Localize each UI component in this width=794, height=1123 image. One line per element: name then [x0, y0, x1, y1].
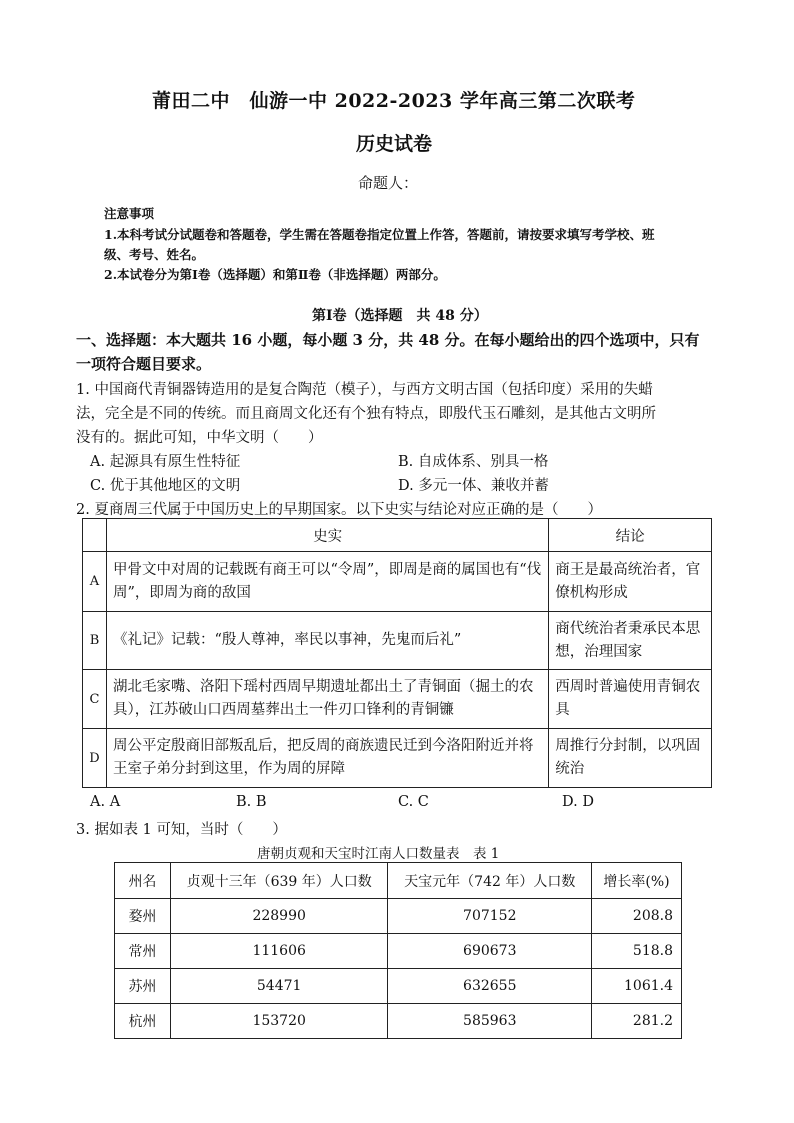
cell-pop-742: 585963 [388, 1004, 592, 1039]
row-letter: B [83, 612, 107, 670]
part1-title: 第Ⅰ卷（选择题 共 48 分） [312, 308, 488, 324]
row-letter: A [83, 552, 107, 612]
row-letter: D [83, 729, 107, 788]
q2-stem: 2. 夏商周三代属于中国历史上的早期国家。以下史实与结论对应正确的是（ ） [76, 502, 602, 518]
q1-option-a: A. 起源具有原生性特征 [90, 454, 241, 470]
row-fact: 甲骨文中对周的记载既有商王可以“令周”，即周是商的属国也有“伐周”，即周为商的敌国 [106, 552, 548, 612]
notice-heading: 注意事项 [104, 206, 155, 221]
q3-header-639: 贞观十三年（639 年）人口数 [170, 863, 388, 899]
q2-option-c: C. C [398, 794, 429, 810]
part1-instruction-a: 一、选择题：本大题共 16 小题，每小题 3 分，共 48 分。在每小题给出的四个选项中，只有 [76, 331, 700, 349]
q2-header-conclusion: 结论 [549, 519, 712, 552]
q3-header-growth: 增长率(%) [592, 863, 682, 899]
q2-option-a: A. A [90, 794, 121, 810]
cell-prefecture: 婺州 [115, 899, 171, 934]
q3-table [114, 862, 682, 1039]
cell-growth: 1061.4 [592, 969, 682, 1004]
q2-header-blank [83, 519, 107, 552]
row-conclusion: 商代统治者秉承民本思想，治理国家 [549, 612, 712, 670]
exam-title: 莆田二中 仙游一中 2022-2023 学年高三第二次联考 [152, 90, 636, 112]
q3-header-prefecture: 州名 [115, 863, 171, 899]
cell-pop-742: 690673 [388, 934, 592, 969]
table-row [83, 552, 712, 612]
row-fact: 周公平定殷商旧部叛乱后，把反周的商族遗民迁到今洛阳附近并将王室子弟分封到这里，作为周的屏障 [106, 729, 548, 788]
q2-header-row [83, 519, 712, 552]
q3-stem: 3. 据如表 1 可知，当时（ ） [76, 822, 287, 838]
q3-header-742: 天宝元年（742 年）人口数 [388, 863, 592, 899]
cell-prefecture: 苏州 [115, 969, 171, 1004]
q2-header-fact: 史实 [106, 519, 548, 552]
cell-pop-742: 632655 [388, 969, 592, 1004]
cell-prefecture: 杭州 [115, 1004, 171, 1039]
cell-growth: 208.8 [592, 899, 682, 934]
cell-prefecture: 常州 [115, 934, 171, 969]
q1-option-c: C. 优于其他地区的文明 [90, 478, 241, 494]
q3-table-caption: 唐朝贞观和天宝时江南人口数量表 表 1 [257, 846, 500, 862]
cell-pop-639: 228990 [170, 899, 388, 934]
q1-stem-line-3: 没有的。据此可知，中华文明（ ） [76, 430, 323, 446]
table-row [83, 670, 712, 729]
row-conclusion: 西周时普遍使用青铜农具 [549, 670, 712, 729]
q2-table [82, 518, 712, 788]
part1-instruction-b: 一项符合题目要求。 [76, 355, 212, 373]
q1-stem-line-1: 1. 中国商代青铜器铸造用的是复合陶范（模子），与西方文明古国（包括印度）采用的失蜡 [76, 382, 653, 398]
subject-title: 历史试卷 [356, 133, 433, 155]
table-row [115, 969, 682, 1004]
notice-line-1b: 级、考号、姓名。 [104, 247, 205, 262]
cell-pop-639: 153720 [170, 1004, 388, 1039]
cell-growth: 281.2 [592, 1004, 682, 1039]
q2-option-b: B. B [236, 794, 267, 810]
table-row [115, 899, 682, 934]
q1-option-b: B. 自成体系、别具一格 [398, 454, 549, 470]
row-fact: 湖北毛家嘴、洛阳下瑶村西周早期遗址都出土了青铜面（掘土的农具），江苏破山口西周墓葬出土一件刃口锋利的青铜镰 [106, 670, 548, 729]
author-label: 命题人： [358, 174, 419, 192]
cell-pop-639: 111606 [170, 934, 388, 969]
cell-pop-639: 54471 [170, 969, 388, 1004]
q1-stem-line-2: 法，完全是不同的传统。而且商周文化还有个独有特点，即殷代玉石雕刻，是其他古文明所 [76, 406, 656, 422]
table-row [115, 934, 682, 969]
table-row [83, 612, 712, 670]
notice-line-1a: 1.本科考试分试题卷和答题卷，学生需在答题卷指定位置上作答，答题前，请按要求填写考学校、班 [104, 227, 655, 242]
row-conclusion: 周推行分封制，以巩固统治 [549, 729, 712, 788]
row-conclusion: 商王是最高统治者，官僚机构形成 [549, 552, 712, 612]
notice-line-2: 2.本试卷分为第Ⅰ卷（选择题）和第Ⅱ卷（非选择题）两部分。 [104, 267, 446, 282]
q3-header-row [115, 863, 682, 899]
cell-pop-742: 707152 [388, 899, 592, 934]
q2-option-d: D. D [562, 794, 594, 810]
table-row [83, 729, 712, 788]
row-letter: C [83, 670, 107, 729]
table-row [115, 1004, 682, 1039]
row-fact: 《礼记》记载：“殷人尊神，率民以事神，先鬼而后礼” [106, 612, 548, 670]
q1-option-d: D. 多元一体、兼收并蓄 [398, 478, 549, 494]
cell-growth: 518.8 [592, 934, 682, 969]
